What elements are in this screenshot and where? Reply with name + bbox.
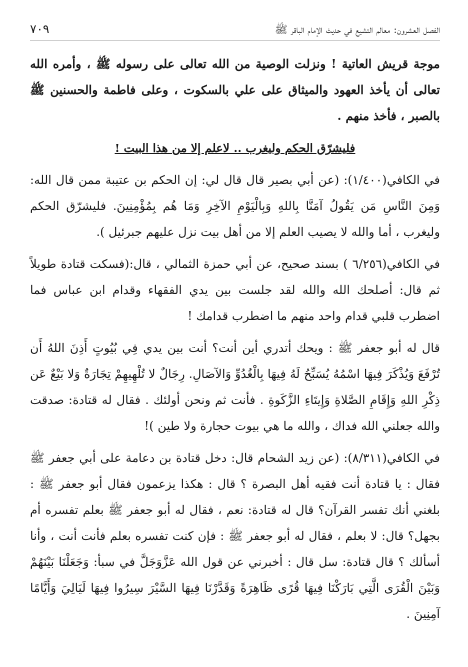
running-header <box>30 22 440 41</box>
document-page <box>30 22 440 652</box>
page-number: ٧٠٩ <box>30 22 50 36</box>
paragraph-kafi-shahham: في الكافي(٨/٣١١): (عن زيد الشحام قال: دخل قتادة بن دعامة على أبي جعفر ﷺ فقال : يا قتادة أنت فقيه أهل البصرة ؟ قال : هكذا يزعمون فقال أبو جعفر ﷺ : بلغني أنك تفسر القرآن؟ قال له قتادة: نعم ، فقال له أبو جعفر ﷺ بعلم تفسره أم بجهل؟ قال: لا بعلم ، فقال له أبو جعفر ﷺ : فإن كنت تفسره بعلم فأنت أنت ، وأنا أسألك ؟ قال قتادة: سل قال : أخبرني عن قول الله عَزَّوَجَلَّ في سبأ: وَجَعَلْنَا بَيْنَهُمْ وَبَيْنَ الْقُرَى الَّتِي بَارَكْنَا فِيهَا قُرًى ظَاهِرَةً وَقَدَّرْنَا فِيهَا السَّيْرَ سِيرُوا فِيهَا لَيَالِيَ وَأَيَّامًا آمِنِينَ . <box>30 451 440 621</box>
section-heading: فليشرّق الحكم وليغرب .. لاعلم إلا من هذا البيت ! <box>114 141 356 155</box>
paragraph-kafi-qatada: في الكافي(٦/٢٥٦ ) بسند صحيح، عن أبي حمزة الثمالي ، قال:(فسكت قتادة طويلاً ثم قال: أصلحك الله والله لقد جلست بين يدي الفقهاء وقدام ابن عباس فما اضطرب قلبي قدام واحد منهم ما اضطرب قدامك ! <box>30 257 440 323</box>
paragraph-abu-jafar-reply: قال له أبو جعفر ﷺ : ويحك أتدري أين أنت؟ أنت بين يدي فِي بُيُوتٍ أَذِنَ اللهُ أَن تُرْفَعَ وَيُذْكَرَ فِيهَا اسْمُهُ يُسَبِّحُ لَهُ فِيهَا بِالْغُدُوِّ وَالآصَالِ. رِجَالٌ لا تُلْهِيهِمْ تِجَارَةٌ وَلا بَيْعٌ عَن ذِكْرِ اللهِ وَإِقَامِ الصَّلاةِ وَإِيتَاءِ الزَّكَوةِ . فأنت ثم ونحن أولئك . فقال له قتادة: صدقت والله جعلني الله فداك ، والله ما هي بيوت حجارة ولا طين )! <box>30 341 440 433</box>
paragraph-kafi-hakam: في الكافي(١/٤٠٠): (عن أبي بصير قال قال لي: إن الحكم بن عتيبة ممن قال الله: وَمِنَ النَّاسِ مَن يَقُولُ آمَنَّا بِاللهِ وَبِالْيَوْمِ الآخِرِ وَمَا هُم بِمُؤْمِنِينَ. فليشرّق الحكم وليغرب ، أما والله لا يصيب العلم إلا من أهل بيت نزل عليهم جبرئيل ). <box>30 173 440 239</box>
chapter-title: الفصل العشرون: معالم التشيع في حديث الإمام الباقر ﷺ <box>274 24 440 36</box>
paragraph-continuation: موجة قريش العاتية ! ونزلت الوصية من الله تعالى على رسوله ﷺ ، وأمره الله تعالى أن يأخذ العهود والميثاق على علي بالسكوت ، وعلى فاطمة والحسنين ﷺ بالصبر ، فأخذ منهم . <box>30 57 440 123</box>
